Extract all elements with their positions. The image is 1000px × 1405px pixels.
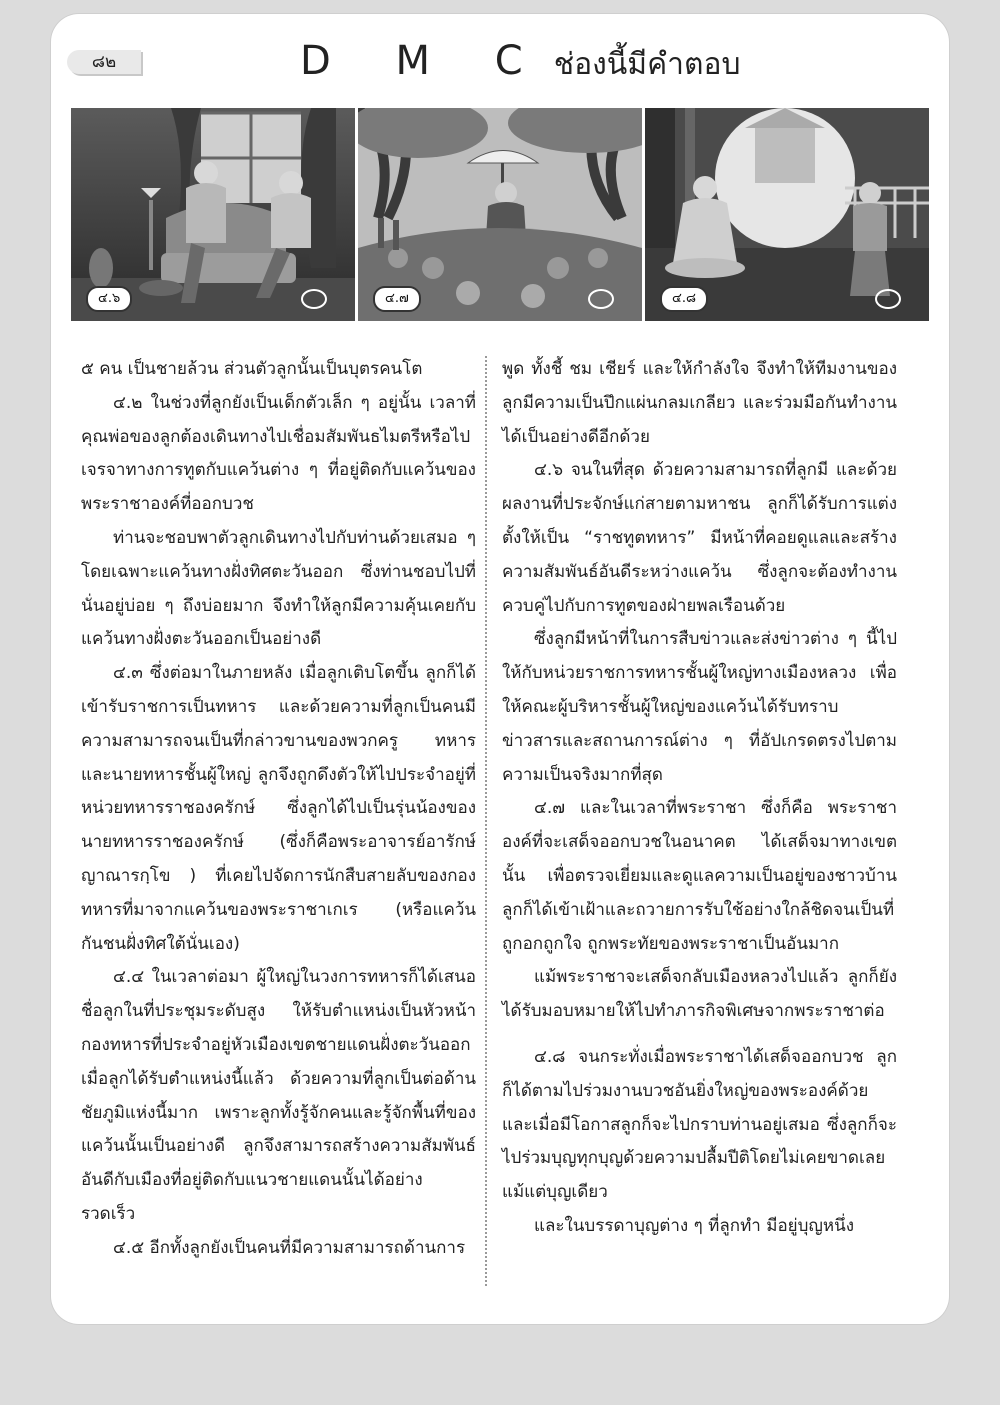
illustration-4-8 [645,108,929,321]
paragraph: ๔.๗ และในเวลาที่พระราชา ซึ่งก็คือ พระราชาองค์ที่จะเสด็จออกบวชในอนาคต ได้เสด็จมาทางเขตนั้น เพื่อตรวจเยี่ยมและดูแลความเป็นอยู่ของชาวบ้าน ลูกก็ได้เข้าเฝ้าและถวายการรับใช้อย่างใกล้ชิดจนเป็นที่ถูกอกถูกใจ ถูกพระทัยของพระราชาเป็นอันมาก [502,798,897,954]
illustration-4-7 [358,108,642,321]
paragraph: ๔.๖ จนในที่สุด ด้วยความสามารถที่ลูกมี และด้วยผลงานที่ประจักษ์แก่สายตามหาชน ลูกก็ได้รับการแต่งตั้งให้เป็น “ราชทูตทหาร” มีหน้าที่คอยดูแลและสร้างความสัมพันธ์อันดีระหว่างแคว้น ซึ่งลูกจะต้องทำงานควบคู่ไปกับการทูตของฝ่ายพลเรือนด้วย [502,460,897,616]
page-header [300,38,741,88]
studio-logo-icon [875,289,901,309]
paragraph: ๔.๔ ในเวลาต่อมา ผู้ใหญ่ในวงการทหารก็ได้เสนอชื่อลูกในที่ประชุมระดับสูง ให้รับตำแหน่งเป็นหัวหน้ากองทหารที่ประจำอยู่หัวเมืองเขตชายแดนฝั่งตะวันออก เมื่อลูกได้รับตำแหน่งนี้แล้ว ด้วยความที่ลูกเป็นต่อด้านชัยภูมิแห่งนี้มาก เพราะลูกทั้งรู้จักคนและรู้จักพื้นที่ของแคว้นนั้นเป็นอย่างดี ลูกจึงสามารถสร้างความสัมพันธ์อันดีกับเมืองที่อยู่ติดกับแนวชายแดนนั้นได้อย่างรวดเร็ว [81,967,476,1224]
page-number: ๘๒ [67,50,141,74]
right-column [502,353,897,1244]
left-column [81,353,476,1266]
studio-logo-icon [301,289,327,309]
page-subtitle: ช่องนี้มีคำตอบ [553,47,741,82]
studio-logo-icon [588,289,614,309]
paragraph: ๔.๘ จนกระทั่งเมื่อพระราชาได้เสด็จออกบวช ลูกก็ได้ตามไปร่วมงานบวชอันยิ่งใหญ่ของพระองค์ด้วย และเมื่อมีโอกาสลูกก็จะไปกราบท่านอยู่เสมอ ซึ่งลูกก็จะไปร่วมบุญทุกบุญด้วยความปลื้มปีติโดยไม่เคยขาดเลยแม้แต่บุญเดียว [502,1046,897,1203]
paragraph: ๕ คน เป็นชายล้วน ส่วนตัวลูกนั้นเป็นบุตรคนโต [81,359,423,379]
paragraph: ๔.๒ ในช่วงที่ลูกยังเป็นเด็กตัวเล็ก ๆ อยู่นั้น เวลาที่คุณพ่อของลูกต้องเดินทางไปเชื่อมสัมพันธไมตรีหรือไปเจรจาทางการทูตกับแคว้นต่าง ๆ ที่อยู่ติดกับแคว้นของพระราชาองค์ที่ออกบวช [81,392,476,515]
figure-label: ๔.๖ [86,286,132,312]
paragraph: พูด ทั้งชี้ ชม เชียร์ และให้กำลังใจ จึงทำให้ทีมงานของลูกมีความเป็นปึกแผ่นกลมเกลียว และร่วมมือกันทำงานได้เป็นอย่างดีอีกด้วย [502,359,897,447]
paragraph: ซึ่งลูกมีหน้าที่ในการสืบข่าวและส่งข่าวต่าง ๆ นี้ไปให้กับหน่วยราชการทหารชั้นผู้ใหญ่ทางเมืองหลวง เพื่อให้คณะผู้บริหารชั้นผู้ใหญ่ของแคว้นได้รับทราบข่าวสารและสถานการณ์ต่าง ๆ ที่อัปเกรดตรงไปตามความเป็นจริงมากที่สุด [502,629,897,785]
paragraph: ท่านจะชอบพาตัวลูกเดินทางไปกับท่านด้วยเสมอ ๆ โดยเฉพาะแคว้นทางฝั่งทิศตะวันออก ซึ่งท่านชอบไปที่นั่นอยู่บ่อย ๆ ถึงบ่อยมาก จึงทำให้ลูกมีความคุ้นเคยกับแคว้นทางฝั่งตะวันออกเป็นอย่างดี [81,527,476,650]
page-title: D M C [300,38,549,84]
figure-label: ๔.๗ [373,286,421,312]
paragraph: และในบรรดาบุญต่าง ๆ ที่ลูกทำ มีอยู่บุญหนึ่ง [534,1215,855,1236]
illustration-strip [71,108,929,321]
paragraph: ๔.๓ ซึ่งต่อมาในภายหลัง เมื่อลูกเติบโตขึ้น ลูกก็ได้เข้ารับราชการเป็นทหาร และด้วยความที่ลูกเป็นคนมีความสามารถจนเป็นที่กล่าวขานของพวกครู ทหาร และนายทหารชั้นผู้ใหญ่ ลูกจึงถูกดึงตัวให้ไปประจำอยู่ที่หน่วยทหารราชองครักษ์ ซึ่งลูกได้ไปเป็นรุ่นน้องของนายทหารราชองครักษ์ (ซึ่งก็คือพระอาจารย์อารักษ์ ญาณารกฺโข ) ที่เคยไปจัดการนักสืบสายลับของกองทหารที่มาจากแคว้นของพระราชาเกเร (หรือแคว้นกันชนฝั่งทิศใต้นั่นเอง) [81,663,476,954]
column-divider [485,356,487,1286]
paragraph: ๔.๕ อีกทั้งลูกยังเป็นคนที่มีความสามารถด้านการ [113,1237,466,1258]
figure-label: ๔.๘ [660,286,708,312]
illustration-4-6 [71,108,355,321]
paragraph: แม้พระราชาจะเสด็จกลับเมืองหลวงไปแล้ว ลูกก็ยังได้รับมอบหมายให้ไปทำภารกิจพิเศษจากพระราชาต่อ [502,967,897,1022]
